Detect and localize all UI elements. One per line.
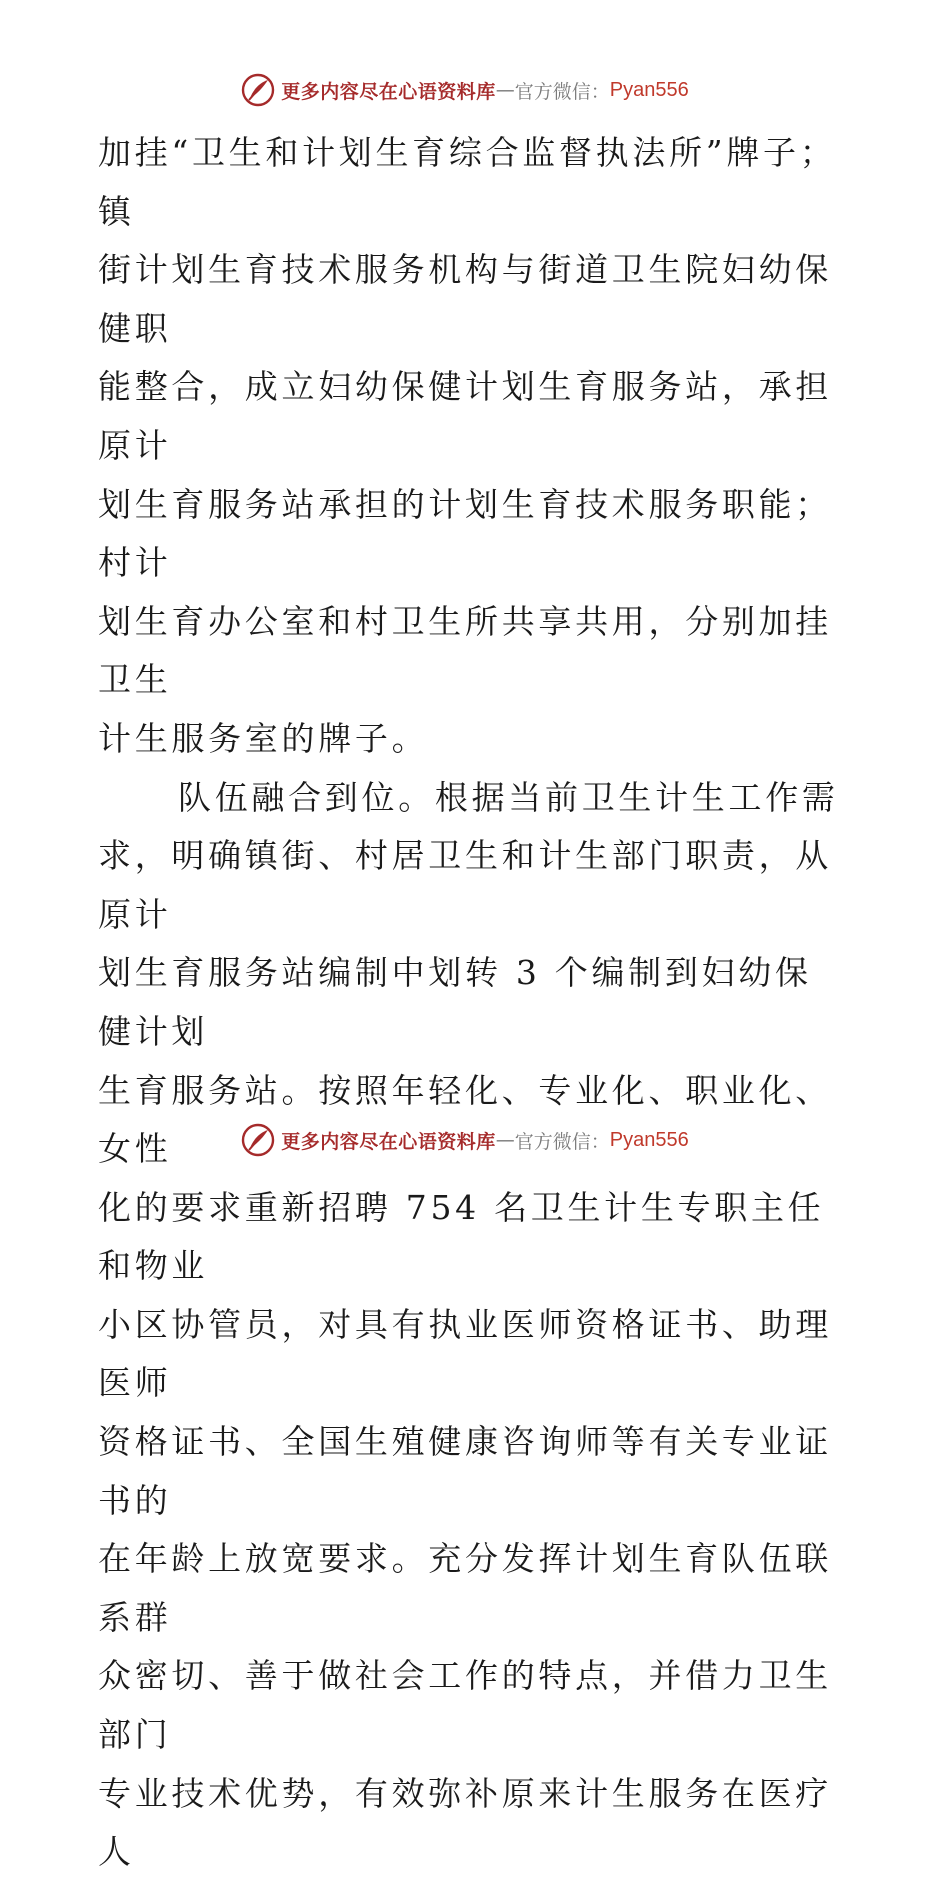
- footer-banner: [0, 1120, 950, 1160]
- header-banner-text: 更多内容尽在心语资料库: [281, 80, 496, 103]
- footer-wechat-id: Pyan556: [609, 1128, 689, 1151]
- document-body: [98, 124, 848, 1882]
- footer-separator: —: [495, 1129, 515, 1151]
- paragraph-2: 队伍融合到位。根据当前卫生计生工作需 求，明确镇街、村居卫生和计生部门职责，从原计 划生育服务站编制中划转 3 个编制到妇幼保健计划 生育服务站。按照年轻化、专业化、职业化、女性 化的要求重新招聘 754 名卫生计生专职主任和物业 小区协管员，对具有执业医师资格证书、助理医师 资格证书、全国生殖健康咨询师等有关专业证书的 在年龄上放宽要求。充分发挥计划生育队伍联系群 众密切、善于做社会工作的特点，并借力卫生部门 专业技术优势，有效弥补原来计生服务在医疗人: [98, 777, 839, 1872]
- header-banner: [0, 70, 950, 110]
- footer-wechat-label: 官方微信：: [514, 1130, 610, 1153]
- paragraph-1: 加挂“卫生和计划生育综合监督执法所”牌子；镇 街计划生育技术服务机构与街道卫生院妇幼保健职 能整合，成立妇幼保健计划生育服务站，承担原计 划生育服务站承担的计划生育技术服务职能；村计 划生育办公室和村卫生所共享共用，分别加挂卫生 计生服务室的牌子。: [98, 133, 837, 758]
- header-wechat-label: 官方微信：: [514, 80, 610, 103]
- feather-logo-icon: [241, 1123, 275, 1157]
- header-separator: —: [495, 79, 515, 101]
- header-wechat-id: Pyan556: [609, 78, 689, 101]
- feather-logo-icon: [241, 73, 275, 107]
- footer-banner-text: 更多内容尽在心语资料库: [281, 1130, 496, 1153]
